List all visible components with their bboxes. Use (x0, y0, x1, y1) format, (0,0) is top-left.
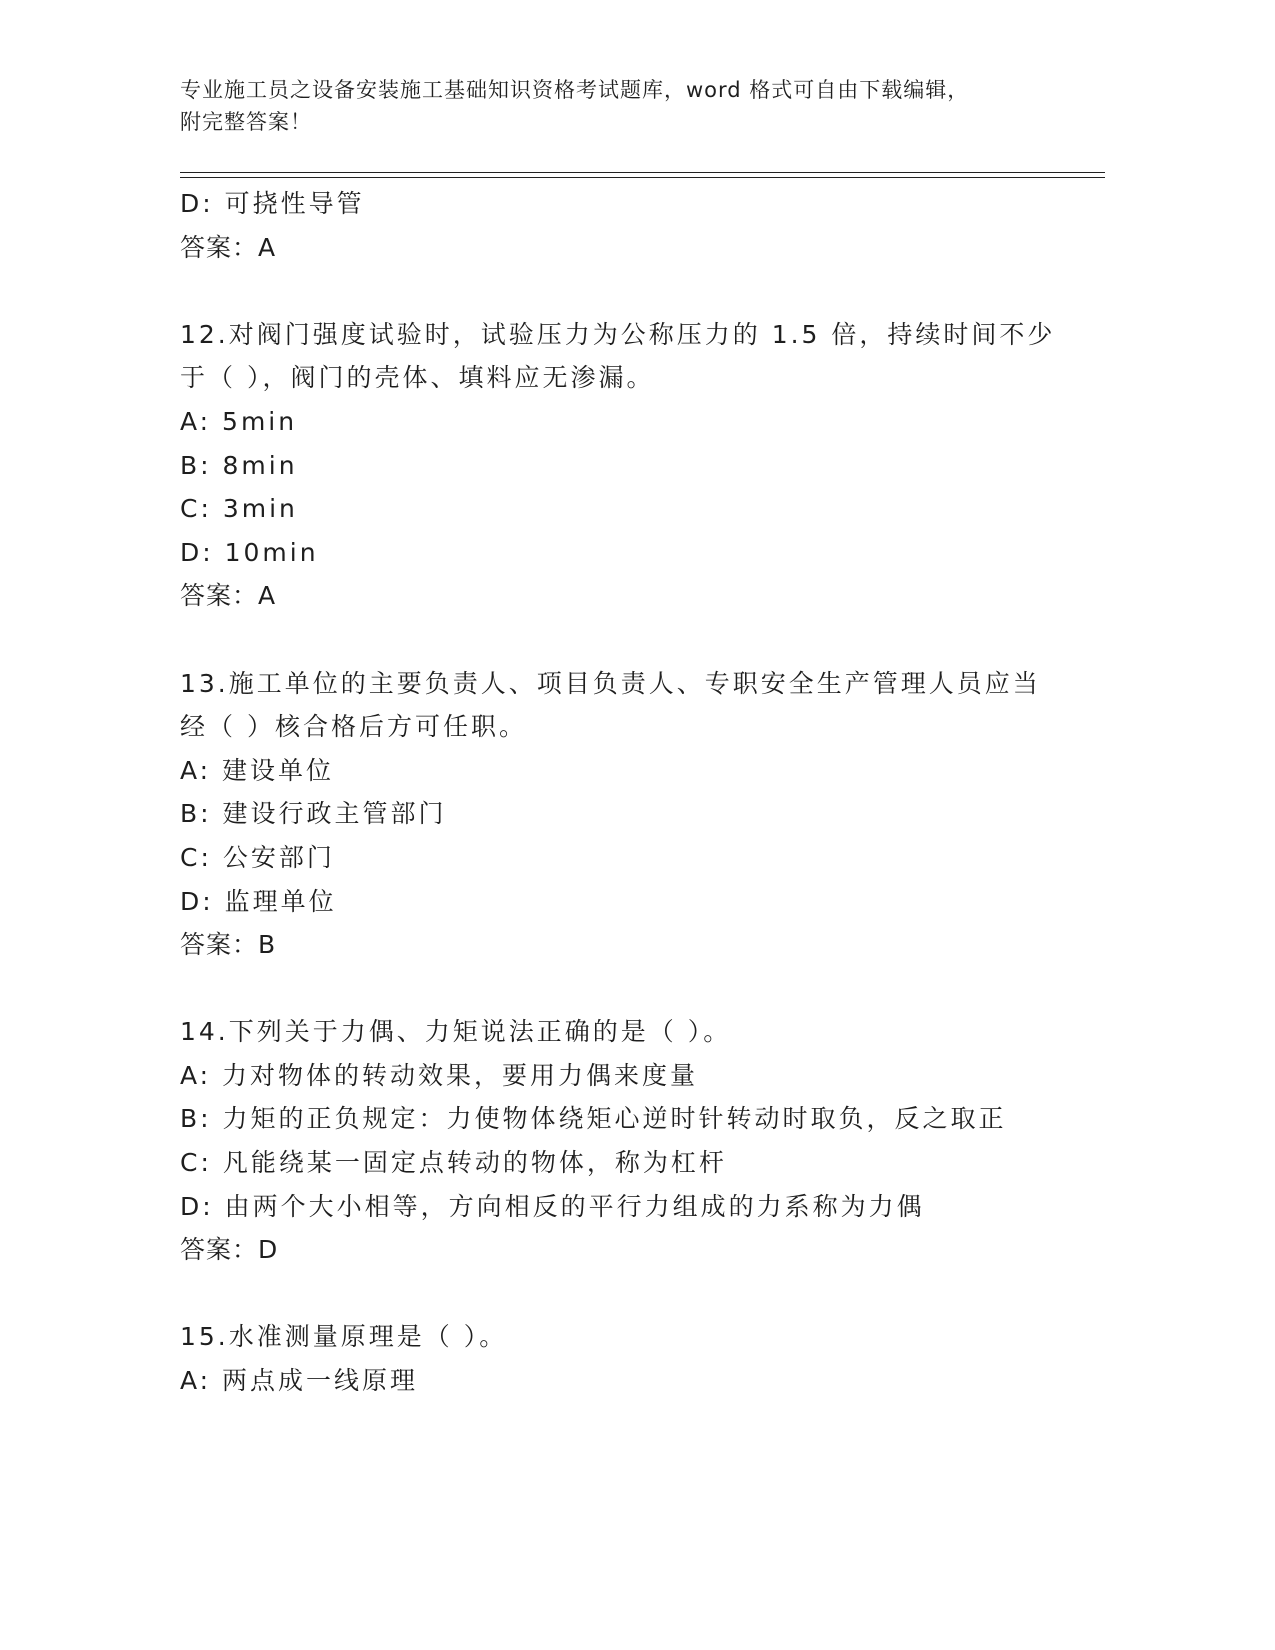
header-line-2: 附完整答案！ (180, 110, 312, 134)
header-divider-bottom (180, 177, 1105, 178)
option-d: D: 10min (180, 537, 319, 567)
question-stem: 13.施工单位的主要负责人、项目负责人、专职安全生产管理人员应当 (180, 668, 1041, 698)
question-13 (180, 662, 1060, 967)
prev-option-d: D: 可挠性导管 (180, 189, 365, 218)
option-c: C: 凡能绕某一固定点转动的物体，称为杠杆 (180, 1148, 727, 1178)
header-line-1: 专业施工员之设备安装施工基础知识资格考试题库，word 格式可自由下载编辑， (180, 78, 970, 102)
option-c: C: 公安部门 (180, 842, 335, 872)
answer: 答案：B (180, 930, 277, 960)
spacer (180, 1272, 1060, 1316)
option-b: B: 力矩的正负规定：力使物体绕矩心逆时针转动时取负，反之取正 (180, 1104, 1007, 1134)
question-stem: 15.水准测量原理是（ ）。 (180, 1322, 508, 1352)
option-d: D: 监理单位 (180, 886, 337, 916)
option-a: A: 两点成一线原理 (180, 1366, 419, 1396)
answer: 答案：D (180, 1235, 279, 1265)
question-14 (180, 1010, 1060, 1272)
option-a: A: 建设单位 (180, 755, 335, 785)
option-a: A: 5min (180, 406, 298, 436)
document-header (180, 74, 1080, 138)
question-stem: 12.对阀门强度试验时，试验压力为公称压力的 1.5 倍，持续时间不少 (180, 319, 1056, 349)
question-stem-continued: 经（ ）核合格后方可任职。 (180, 712, 527, 742)
option-a: A: 力对物体的转动效果，要用力偶来度量 (180, 1060, 699, 1090)
answer: 答案：A (180, 581, 277, 611)
question-12 (180, 313, 1060, 618)
option-c: C: 3min (180, 494, 298, 524)
question-15 (180, 1315, 1060, 1402)
option-d: D: 由两个大小相等，方向相反的平行力组成的力系称为力偶 (180, 1191, 925, 1221)
spacer (180, 269, 1060, 313)
spacer (180, 967, 1060, 1011)
option-b: B: 建设行政主管部门 (180, 799, 447, 829)
option-b: B: 8min (180, 450, 298, 480)
prev-answer: 答案：A (180, 232, 277, 262)
question-stem: 14.下列关于力偶、力矩说法正确的是（ ）。 (180, 1017, 732, 1047)
spacer (180, 618, 1060, 662)
question-content (180, 182, 1060, 1403)
question-stem-continued: 于（ ），阀门的壳体、填料应无渗漏。 (180, 363, 655, 393)
header-divider-top (180, 172, 1105, 173)
